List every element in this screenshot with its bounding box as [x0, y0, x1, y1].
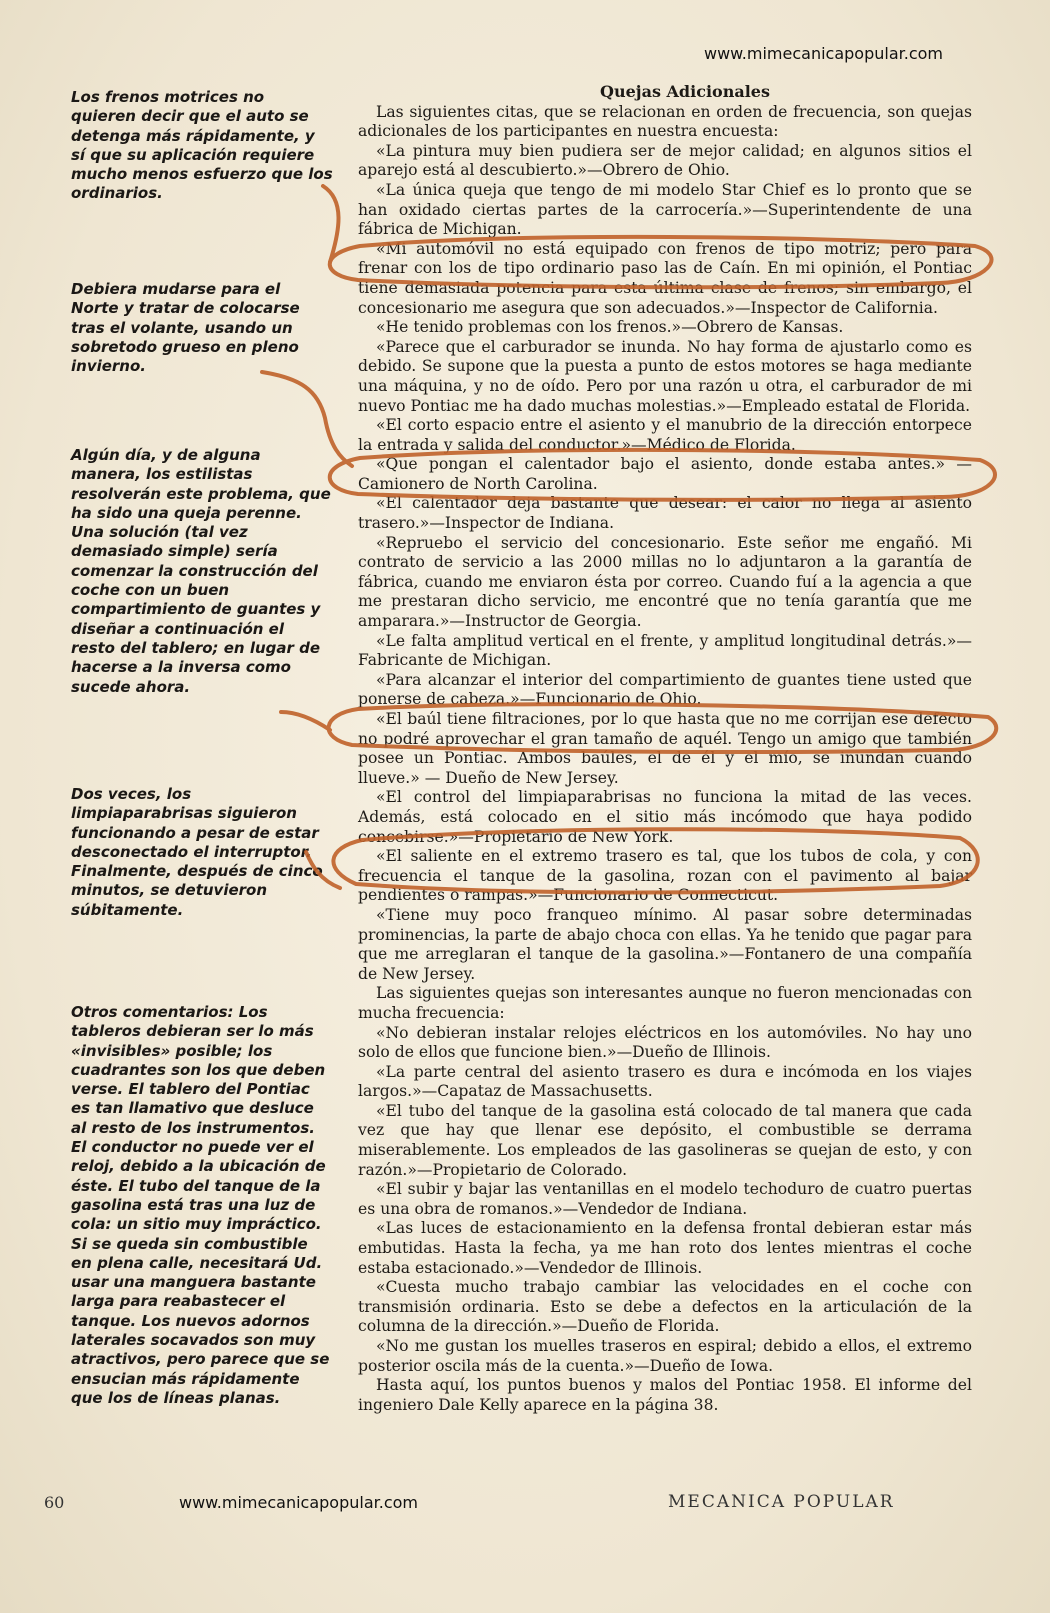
site-watermark-bottom[interactable]: www.mimecanicapopular.com — [179, 1493, 418, 1512]
site-watermark-top[interactable]: www.mimecanicapopular.com — [704, 44, 943, 63]
article-paragraph: Las siguientes quejas son interesantes aunque no fueron mencionadas con mucha frecuencia: — [358, 984, 972, 1022]
sidebar-note: Algún día, y de alguna manera, los estilistas resolverán este problema, que ha sido una queja perenne. Una solución (tal vez demasiado simple) sería comenzar la construcción del coche con un buen compartimiento de guantes y diseñar a continuación el resto del tablero; en lugar de hacerse a la inversa como sucede ahora. — [71, 446, 331, 696]
article-body — [358, 82, 972, 1415]
article-paragraph: «He tenido problemas con los frenos.»—Obrero de Kansas. — [376, 318, 844, 337]
article-paragraph: «El tubo del tanque de la gasolina está colocado de tal manera que cada vez que hay que llenar ese depósito, el combustible se derrama miserablemente. Los empleados de las gasolineras se quejan de esto, y con razón.»—Propietario de Colorado. — [358, 1101, 972, 1179]
article-paragraph: «Mi automóvil no está equipado con frenos de tipo motriz; pero para frenar con los de tipo ordinario paso las de Caín. En mi opinión, el Pontiac tiene demasiada potencia para esta última clase de frenos; sin embargo, el concesionario me asegura que son adecuados.»—Inspector de California. — [358, 239, 972, 317]
article-paragraph: Las siguientes citas, que se relacionan en orden de frecuencia, son quejas adicionales de los participantes en nuestra encuesta: — [358, 102, 972, 141]
article-paragraph: «El control del limpiaparabrisas no funciona la mitad de las veces. Además, está colocado en el sitio más incómodo que haya podido concebirse.»—Propietario de New York. — [358, 788, 972, 846]
article-paragraph: Hasta aquí, los puntos buenos y malos del Pontiac 1958. El informe del ingeniero Dale Kelly aparece en la página 38. — [358, 1376, 972, 1414]
article-paragraph: «Tiene muy poco franqueo mínimo. Al pasar sobre determinadas prominencias, la parte de abajo choca con ellas. Ya he tenido que pagar para que me arreglaran el tanque de la gasolina.»—Fontanero de una compañía de New Jersey. — [358, 905, 972, 983]
page-number: 60 — [44, 1493, 65, 1512]
article-paragraph: «El saliente en el extremo trasero es tal, que los tubos de cola, y con frecuencia el tanque de la gasolina, rozan con el pavimento al bajar pendientes o rampas.»—Funcionario de Connecticut. — [358, 847, 972, 905]
article-paragraph: «No debieran instalar relojes eléctricos en los automóviles. No hay uno solo de ellos que funcione bien.»—Dueño de Illinois. — [358, 1023, 972, 1062]
article-paragraph: «La parte central del asiento trasero es dura e incómoda en los viajes largos.»—Capataz de Massachusetts. — [358, 1062, 972, 1101]
article-paragraph: «El subir y bajar las ventanillas en el modelo techoduro de cuatro puertas es una obra de romanos.»—Vendedor de Indiana. — [358, 1180, 972, 1218]
article-paragraph: «Que pongan el calentador bajo el asiento, donde estaba antes.» —Camionero de North Carolina. — [358, 455, 972, 493]
article-heading: Quejas Adicionales — [600, 82, 770, 101]
article-paragraph: «El calentador deja bastante que desear: el calor no llega al asiento trasero.»—Inspector de Indiana. — [358, 494, 972, 533]
sidebar-note: Dos veces, los limpiaparabrisas siguieron funcionando a pesar de estar desconectado el interruptor. Finalmente, después de cinco minutos, se detuvieron súbitamente. — [71, 785, 323, 919]
article-paragraph: «El baúl tiene filtraciones, por lo que hasta que no me corrijan ese defecto no podré aprovechar el gran tamaño de aquél. Tengo un amigo que también posee un Pontiac. Ambos baúles, el de él y el mío, se inundan cuando llueve.» — Dueño de New Jersey. — [358, 710, 972, 787]
sidebar-note: Debiera mudarse para el Norte y tratar de colocarse tras el volante, usando un sobretodo grueso en pleno invierno. — [71, 280, 300, 376]
article-paragraph: «Las luces de estacionamiento en la defensa frontal debieran estar más embutidas. Hasta la fecha, ya me han roto dos lentes mientras el coche estaba estacionado.»—Vendedor de Illinois. — [358, 1219, 972, 1277]
article-paragraph: «La única queja que tengo de mi modelo Star Chief es lo pronto que se han oxidado ciertas partes de la carrocería.»—Superintendente de una fábrica de Michigan. — [358, 180, 972, 239]
article-paragraph: «Cuesta mucho trabajo cambiar las velocidades en el coche con transmisión ordinaria. Esto se debe a defectos en la articulación de la columna de la dirección.»—Dueño de Florida. — [358, 1278, 972, 1336]
article-paragraph: «Parece que el carburador se inunda. No hay forma de ajustarlo como es debido. Se supone que la puesta a punto de estos motores se haga mediante una máquina, y no de oído. Pero por una razón u otra, el carburador de mi nuevo Pontiac me ha dado muchas molestias.»—Empleado estatal de Florida. — [358, 337, 972, 415]
article-paragraph: «Le falta amplitud vertical en el frente, y amplitud longitudinal detrás.»—Fabricante de Michigan. — [358, 631, 972, 670]
article-paragraph: «Repruebo el servicio del concesionario. Este señor me engañó. Mi contrato de servicio a las 2000 millas no lo adjuntaron a la garantía de fábrica, cuando me enviaron ésta por correo. Cuando fuí a la agencia a que me prestaran dicho servicio, me encontré que no tenía garantía que me amparara.»—Instructor de Georgia. — [358, 533, 972, 631]
sidebar-note: Los frenos motrices no quieren decir que el auto se detenga más rápidamente, y sí que su aplicación requiere mucho menos esfuerzo que los ordinarios. — [71, 88, 333, 203]
magazine-name: MECANICA POPULAR — [668, 1492, 895, 1512]
article-paragraph: «No me gustan los muelles traseros en espiral; debido a ellos, el extremo posterior oscila más de la cuenta.»—Dueño de Iowa. — [358, 1337, 972, 1375]
article-paragraph: «El corto espacio entre el asiento y el manubrio de la dirección entorpece la entrada y salida del conductor.»—Médico de Florida. — [358, 416, 972, 454]
article-paragraph: «Para alcanzar el interior del compartimiento de guantes tiene usted que ponerse de cabeza.»—Funcionario de Ohio. — [358, 670, 972, 709]
sidebar-note: Otros comentarios: Los tableros debieran ser lo más «invisibles» posible; los cuadrantes son los que deben verse. El tablero del Pontiac es tan llamativo que desluce al resto de los instrumentos. El conductor no puede ver el reloj, debido a la ubicación de éste. El tubo del tanque de la gasolina está tras una luz de cola: un sitio muy impráctico. Si se queda sin combustible en plena calle, necesitará Ud. usar una manguera bastante larga para reabastecer el tanque. Los nuevos adornos laterales socavados son muy atractivos, pero parece que se ensucian más rápidamente que los de líneas planas. — [71, 1003, 330, 1407]
article-paragraph: «La pintura muy bien pudiera ser de mejor calidad; en algunos sitios el aparejo está al descubierto.»—Obrero de Ohio. — [358, 141, 972, 180]
